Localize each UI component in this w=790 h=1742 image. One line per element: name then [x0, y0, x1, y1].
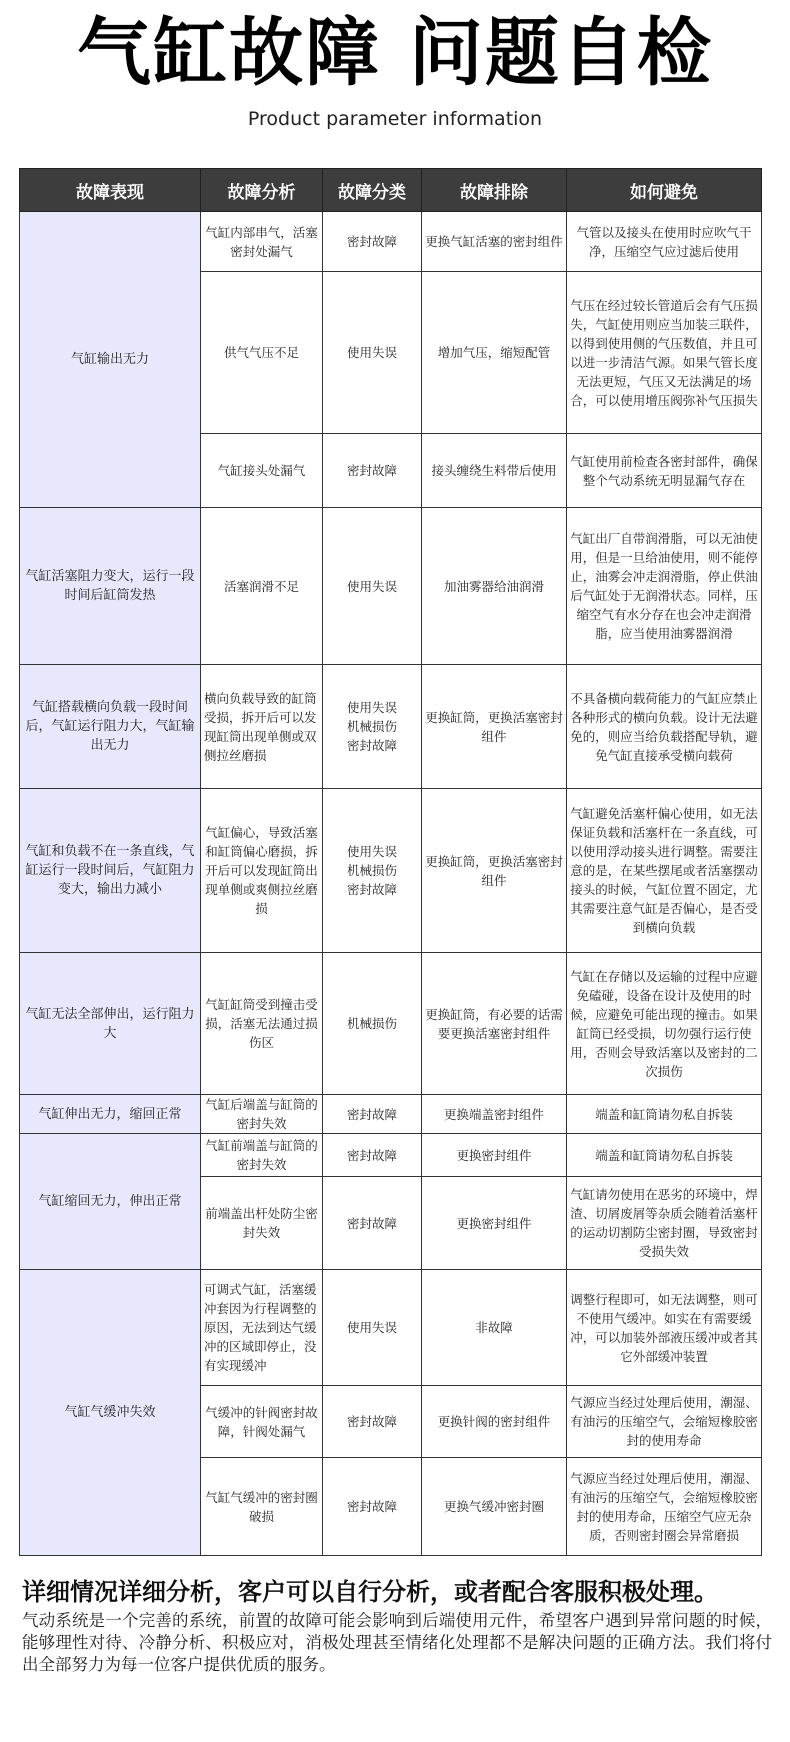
fix-cell: 更换气缸活塞的密封组件 — [422, 212, 567, 272]
analysis-cell: 横向负载导致的缸筒受损，拆开后可以发现缸筒出现单侧或双侧拉丝磨损 — [201, 665, 323, 789]
analysis-cell: 气缸内部串气，活塞密封处漏气 — [201, 212, 323, 272]
symptom-cell: 气缸和负载不在一条直线，气缸运行一段时间后，气缸阻力变大，输出力减小 — [20, 789, 201, 953]
analysis-cell: 活塞润滑不足 — [201, 508, 323, 665]
avoid-cell: 调整行程即可，如无法调整，则可不使用气缓冲。如实在有需要缓冲，可以加装外部液压缓冲或者其它外部缓冲装置 — [567, 1270, 762, 1386]
category-text: 使用失误 机械损伤 密封故障 — [346, 700, 397, 753]
analysis-cell: 气缸偏心，导致活塞和缸筒偏心磨损，拆开后可以发现缸筒出现单侧或爽侧拉丝磨损 — [201, 789, 323, 953]
symptom-cell: 气缸活塞阻力变大，运行一段时间后缸筒发热 — [20, 508, 201, 665]
table-header-row — [20, 169, 762, 212]
fix-cell: 更换端盖密封组件 — [422, 1095, 567, 1134]
analysis-cell: 可调式气缸，活塞缓冲套因为行程调整的原因，无法到达气缓冲的区域即停止，没有实现缓冲 — [201, 1270, 323, 1386]
fault-table — [19, 168, 762, 1556]
category-cell: 使用失误 — [323, 508, 422, 665]
fix-cell: 更换缸筒，更换活塞密封组件 — [422, 665, 567, 789]
category-cell: 密封故障 — [323, 1134, 422, 1177]
analysis-cell: 气缸后端盖与缸筒的密封失效 — [201, 1095, 323, 1134]
analysis-cell: 供气气压不足 — [201, 272, 323, 434]
avoid-cell: 气缸使用前检查各密封部件，确保整个气动系统无明显漏气存在 — [567, 434, 762, 508]
analysis-cell: 气缸气缓冲的密封圈破损 — [201, 1458, 323, 1556]
avoid-cell: 端盖和缸筒请勿私自拆装 — [567, 1134, 762, 1177]
table-row — [20, 1270, 762, 1386]
page-subtitle: Product parameter information — [247, 108, 543, 130]
avoid-cell: 气缸请勿使用在恶劣的环境中，焊渣、切屑废屑等杂质会随着活塞杆的运动切割防尘密封圈，导致密封受损失效 — [567, 1177, 762, 1270]
page-title: 气缸故障 问题自检 — [77, 10, 713, 96]
fix-cell: 加油雾器给油润滑 — [422, 508, 567, 665]
table-row — [20, 1095, 762, 1134]
category-cell: 使用失误 — [323, 1270, 422, 1386]
category-cell: 密封故障 — [323, 434, 422, 508]
fix-cell: 接头缠绕生料带后使用 — [422, 434, 567, 508]
fix-cell: 非故障 — [422, 1270, 567, 1386]
column-header-analysis: 故障分析 — [201, 169, 323, 212]
avoid-cell: 气源应当经过处理后使用，潮湿、有油污的压缩空气，会缩短橡胶密封的使用寿命 — [567, 1386, 762, 1458]
fix-cell: 更换缸筒，更换活塞密封组件 — [422, 789, 567, 953]
category-cell: 密封故障 — [323, 1095, 422, 1134]
table-row — [20, 665, 762, 789]
fix-cell: 更换缸筒，有必要的话需要更换活塞密封组件 — [422, 953, 567, 1095]
category-cell — [323, 665, 422, 789]
category-text: 使用失误 机械损伤 密封故障 — [346, 844, 397, 897]
table-row — [20, 953, 762, 1095]
avoid-cell: 气缸避免活塞杆偏心使用，如无法保证负载和活塞杆在一条直线，可以使用浮动接头进行调整。需要注意的是，在某些摆尾或者活塞摆动接头的时候，气缸位置不固定，尤其需要注意气缸是否偏心，是否受到横向负载 — [567, 789, 762, 953]
table-row — [20, 212, 762, 272]
table-row — [20, 789, 762, 953]
category-cell: 机械损伤 — [323, 953, 422, 1095]
footer-paragraph: 气动系统是一个完善的系统，前置的故障可能会影响到后端使用元件，希望客户遇到异常问题的时候，能够理性对待、冷静分析、积极应对，消极处理甚至情绪化处理都不是解决问题的正确方法。我们将付出全部努力为每一位客户提供优质的服务。 — [22, 1611, 772, 1674]
footer-heading: 详细情况详细分析，客户可以自行分析，或者配合客服积极处理。 — [22, 1578, 718, 1606]
category-cell: 使用失误 — [323, 272, 422, 434]
category-cell: 密封故障 — [323, 212, 422, 272]
column-header-avoid: 如何避免 — [567, 169, 762, 212]
avoid-cell: 不具备横向载荷能力的气缸应禁止各种形式的横向负载。设计无法避免的，则应当给负载搭配导轨，避免气缸直接承受横向载荷 — [567, 665, 762, 789]
avoid-cell: 气压在经过较长管道后会有气压损失，气缸使用则应当加装三联件，以得到使用侧的气压数值，并且可以进一步清洁气源。如果气管长度无法更短，气压又无法满足的场合，可以使用增压阀弥补气压损失 — [567, 272, 762, 434]
fix-cell: 更换密封组件 — [422, 1177, 567, 1270]
symptom-cell: 气缸无法全部伸出，运行阻力大 — [20, 953, 201, 1095]
avoid-cell: 气缸出厂自带润滑脂，可以无油使用，但是一旦给油使用，则不能停止，油雾会冲走润滑脂，停止供油后气缸处于无润滑状态。同样，压缩空气有水分存在也会冲走润滑脂，应当使用油雾器润滑 — [567, 508, 762, 665]
fix-cell: 更换密封组件 — [422, 1134, 567, 1177]
avoid-cell: 气缸在存储以及运输的过程中应避免磕碰，设备在设计及使用的时候，应避免可能出现的撞击。如果缸筒已经受损，切勿强行运行使用，否则会导致活塞以及密封的二次损伤 — [567, 953, 762, 1095]
fix-cell: 更换针阀的密封组件 — [422, 1386, 567, 1458]
table-row — [20, 508, 762, 665]
fix-cell: 更换气缓冲密封圈 — [422, 1458, 567, 1556]
avoid-cell: 气源应当经过处理后使用，潮湿、有油污的压缩空气，会缩短橡胶密封的使用寿命，压缩空气应无杂质，否则密封圈会异常磨损 — [567, 1458, 762, 1556]
category-cell: 密封故障 — [323, 1458, 422, 1556]
category-cell: 密封故障 — [323, 1386, 422, 1458]
fix-cell: 增加气压，缩短配管 — [422, 272, 567, 434]
column-header-fix: 故障排除 — [422, 169, 567, 212]
category-cell — [323, 789, 422, 953]
avoid-cell: 端盖和缸筒请勿私自拆装 — [567, 1095, 762, 1134]
analysis-cell: 气缸前端盖与缸筒的密封失效 — [201, 1134, 323, 1177]
analysis-cell: 气缸接头处漏气 — [201, 434, 323, 508]
table-row — [20, 1134, 762, 1177]
category-cell: 密封故障 — [323, 1177, 422, 1270]
symptom-cell: 气缸气缓冲失效 — [20, 1270, 201, 1556]
column-header-category: 故障分类 — [323, 169, 422, 212]
avoid-cell: 气管以及接头在使用时应吹气干净，压缩空气应过滤后使用 — [567, 212, 762, 272]
symptom-cell: 气缸伸出无力，缩回正常 — [20, 1095, 201, 1134]
analysis-cell: 气缓冲的针阀密封故障，针阀处漏气 — [201, 1386, 323, 1458]
analysis-cell: 气缸缸筒受到撞击受损，活塞无法通过损伤区 — [201, 953, 323, 1095]
symptom-cell: 气缸输出无力 — [20, 212, 201, 508]
analysis-cell: 前端盖出杆处防尘密封失效 — [201, 1177, 323, 1270]
symptom-cell: 气缸缩回无力，伸出正常 — [20, 1134, 201, 1270]
symptom-cell: 气缸搭载横向负载一段时间后，气缸运行阻力大，气缸输出无力 — [20, 665, 201, 789]
column-header-symptom: 故障表现 — [20, 169, 201, 212]
